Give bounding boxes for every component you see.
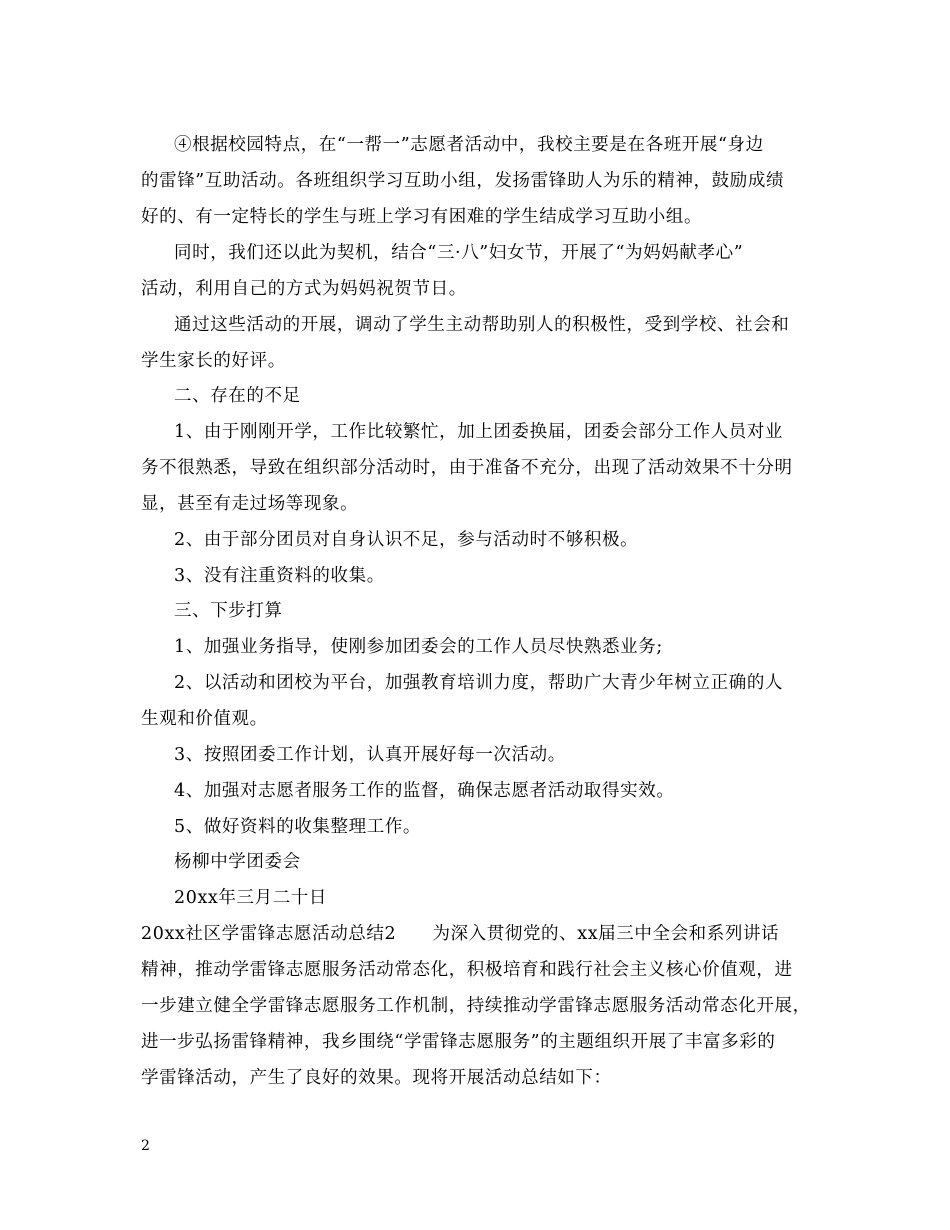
text-line: 3、按照团委工作计划，认真开展好每一次活动。 xyxy=(174,745,566,765)
text-line: 2、由于部分团员对自身认识不足，参与活动时不够积极。 xyxy=(174,530,639,550)
text-line: 活动，利用自己的方式为妈妈祝贺节日。 xyxy=(141,279,467,299)
page-number: 2 xyxy=(141,1138,150,1154)
text-line: 3、没有注重资料的收集。 xyxy=(174,566,385,586)
text-line: 好的、有一定特长的学生与班上学习有困难的学生结成学习互助小组。 xyxy=(141,207,703,227)
text-line: 2、以活动和团校为平台，加强教育培训力度，帮助广大青少年树立正确的人 xyxy=(174,673,784,693)
text-line: 同时，我们还以此为契机，结合“三·八”妇女节，开展了“为妈妈献孝心” xyxy=(174,243,744,263)
text-line: 进一步弘扬雷锋精神，我乡围绕“学雷锋志愿服务”的主题组织开展了丰富多彩的 xyxy=(141,1032,776,1052)
text-line: 5、做好资料的收集整理工作。 xyxy=(174,817,422,837)
text-line: 的雷锋”互助活动。各班组织学习互助小组，发扬雷锋助人为乐的精神，鼓励成绩 xyxy=(141,171,785,191)
text-line: 通过这些活动的开展，调动了学生主动帮助别人的积极性，受到学校、社会和 xyxy=(174,315,790,335)
text-line: ④根据校园特点，在“一帮一”志愿者活动中，我校主要是在各班开展“身边 xyxy=(174,135,764,155)
text-line: 1、由于刚刚开学，工作比较繁忙，加上团委换届，团委会部分工作人员对业 xyxy=(174,422,784,442)
text-line: 一步建立健全学雷锋志愿服务工作机制，持续推动学雷锋志愿服务活动常态化开展， xyxy=(141,996,811,1016)
text-line: 学雷锋活动，产生了良好的效果。现将开展活动总结如下： xyxy=(141,1068,612,1088)
text-line: 务不很熟悉，导致在组织部分活动时，由于准备不充分，出现了活动效果不十分明 xyxy=(141,458,793,478)
section-heading: 二、存在的不足 xyxy=(174,386,301,406)
text-line: 20xx社区学雷锋志愿活动总结2 为深入贯彻党的、xx届三中全会和系列讲话 xyxy=(141,924,780,944)
text-line: 学生家长的好评。 xyxy=(141,351,286,371)
section-heading: 三、下步打算 xyxy=(174,601,283,621)
text-line: 生观和价值观。 xyxy=(141,709,268,729)
text-line: 1、加强业务指导，使刚参加团委会的工作人员尽快熟悉业务; xyxy=(174,637,663,657)
text-line: 精神，推动学雷锋志愿服务活动常态化，积极培育和践行社会主义核心价值观，进 xyxy=(141,960,793,980)
text-line: 4、加强对志愿者服务工作的监督，确保志愿者活动取得实效。 xyxy=(174,781,675,801)
signature-organization: 杨柳中学团委会 xyxy=(174,852,301,872)
signature-date: 20xx年三月二十日 xyxy=(174,888,328,908)
text-line: 显，甚至有走过场等现象。 xyxy=(141,494,359,514)
